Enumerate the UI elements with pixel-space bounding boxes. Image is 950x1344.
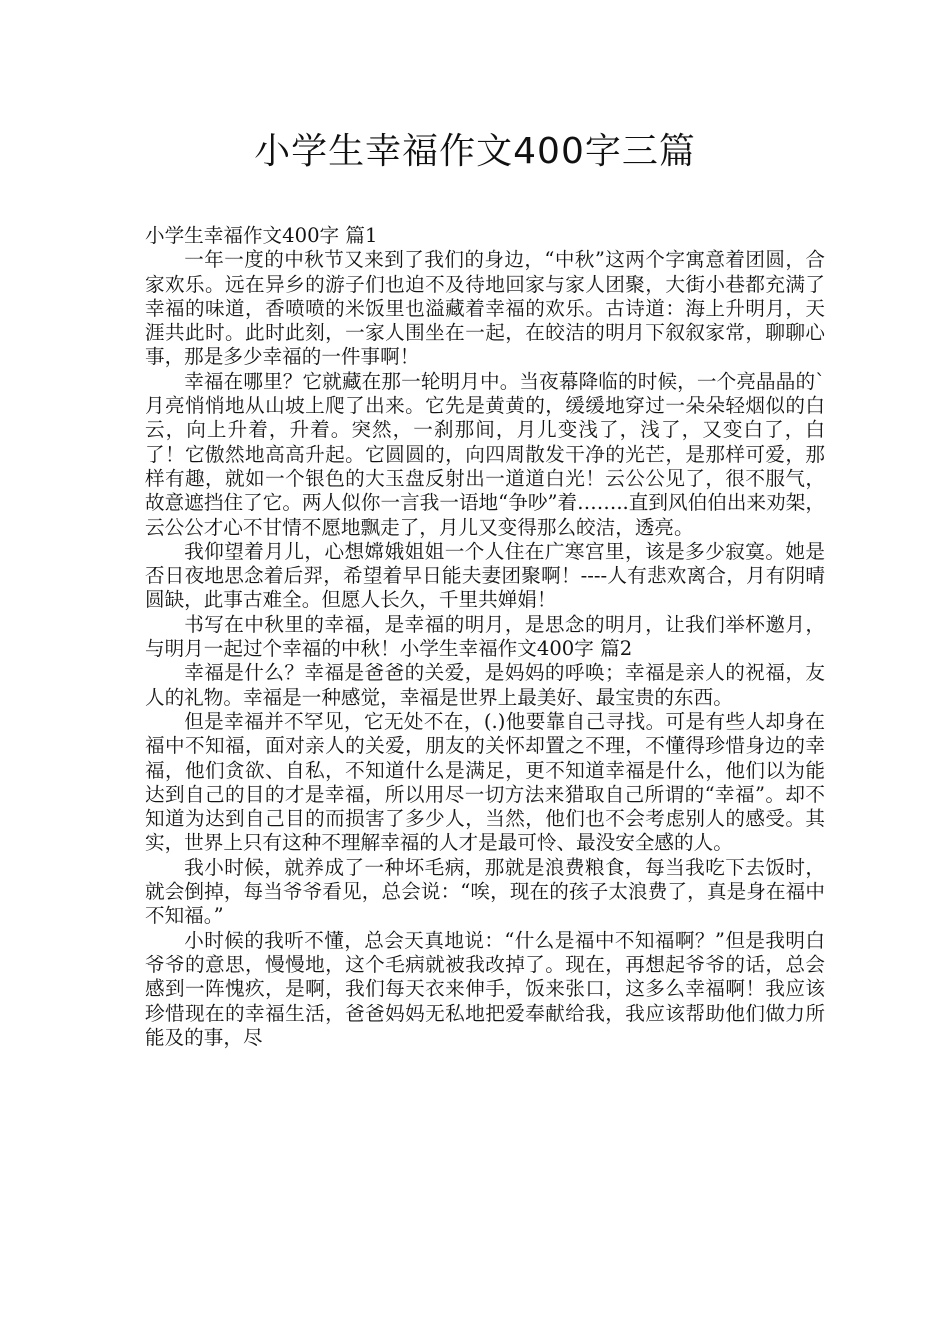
paragraph: 小时候的我听不懂，总会天真地说：“什么是福中不知福啊？”但是我明白爷爷的意思，慢慢地，这个毛病就被我改掉了。现在，再想起爷爷的话，总会感到一阵愧疚，是啊，我们每天衣来伸手，饭来张口，这多么幸福啊！我应该珍惜现在的幸福生活，爸爸妈妈无私地把爱奉献给我，我应该帮助他们做力所能及的事，尽 xyxy=(145,928,825,1049)
paragraph: 幸福是什么？幸福是爸爸的关爱，是妈妈的呼唤；幸福是亲人的祝福，友人的礼物。幸福是一种感觉，幸福是世界上最美好、最宝贵的东西。 xyxy=(145,661,825,709)
paragraph: 我仰望着月儿，心想嫦娥姐姐一个人住在广寒宫里，该是多少寂寞。她是否日夜地思念着后羿，希望着早日能夫妻团聚啊！----人有悲欢离合，月有阴晴圆缺，此事古难全。但愿人长久，千里共婵娟！ xyxy=(145,539,825,612)
paragraph: 幸福在哪里？它就藏在那一轮明月中。当夜幕降临的时候，一个亮晶晶的`月亮悄悄地从山坡上爬了出来。它先是黄黄的，缓缓地穿过一朵朵轻烟似的白云，向上升着，升着。突然，一刹那间，月儿变浅了，浅了，又变白了，白了！它傲然地高高升起。它圆圆的，向四周散发干净的光芒，是那样可爱，那样有趣，就如一个银色的大玉盘反射出一道道白光！云公公见了，很不服气，故意遮挡住了它。两人似你一言我一语地“争吵”着……..直到风伯伯出来劝架，云公公才心不甘情不愿地飘走了，月儿又变得那么皎洁，透亮。 xyxy=(145,369,825,539)
document-body xyxy=(145,224,825,1050)
paragraph: 一年一度的中秋节又来到了我们的身边，“中秋”这两个字寓意着团圆，合家欢乐。远在异乡的游子们也迫不及待地回家与家人团聚，大街小巷都充满了幸福的味道，香喷喷的米饭里也溢藏着幸福的欢乐。古诗道：海上升明月，天涯共此时。此时此刻，一家人围坐在一起，在皎洁的明月下叙叙家常，聊聊心事，那是多少幸福的一件事啊！ xyxy=(145,248,825,369)
section-heading: 小学生幸福作文400字 篇1 xyxy=(145,224,378,247)
paragraph: 书写在中秋里的幸福，是幸福的明月，是思念的明月，让我们举杯邀月，与明月一起过个幸福的中秋！小学生幸福作文400字 篇2 xyxy=(145,612,825,661)
paragraph: 我小时候，就养成了一种坏毛病，那就是浪费粮食，每当我吃下去饭时，就会倒掉，每当爷爷看见，总会说：“唉，现在的孩子太浪费了，真是身在福中不知福。” xyxy=(145,855,825,928)
paragraph: 但是幸福并不罕见，它无处不在，(.)他要靠自己寻找。可是有些人却身在福中不知福，面对亲人的关爱，朋友的关怀却置之不理，不懂得珍惜身边的幸福，他们贪欲、自私，不知道什么是满足，更不知道幸福是什么，他们以为能达到自己的目的才是幸福，所以用尽一切方法来猎取自己所谓的“幸福”。却不知道为达到自己目的而损害了多少人，当然，他们也不会考虑别人的感受。其实，世界上只有这种不理解幸福的人才是最可怜、最没安全感的人。 xyxy=(145,709,825,855)
document-title: 小学生幸福作文400字三篇 xyxy=(254,131,696,172)
